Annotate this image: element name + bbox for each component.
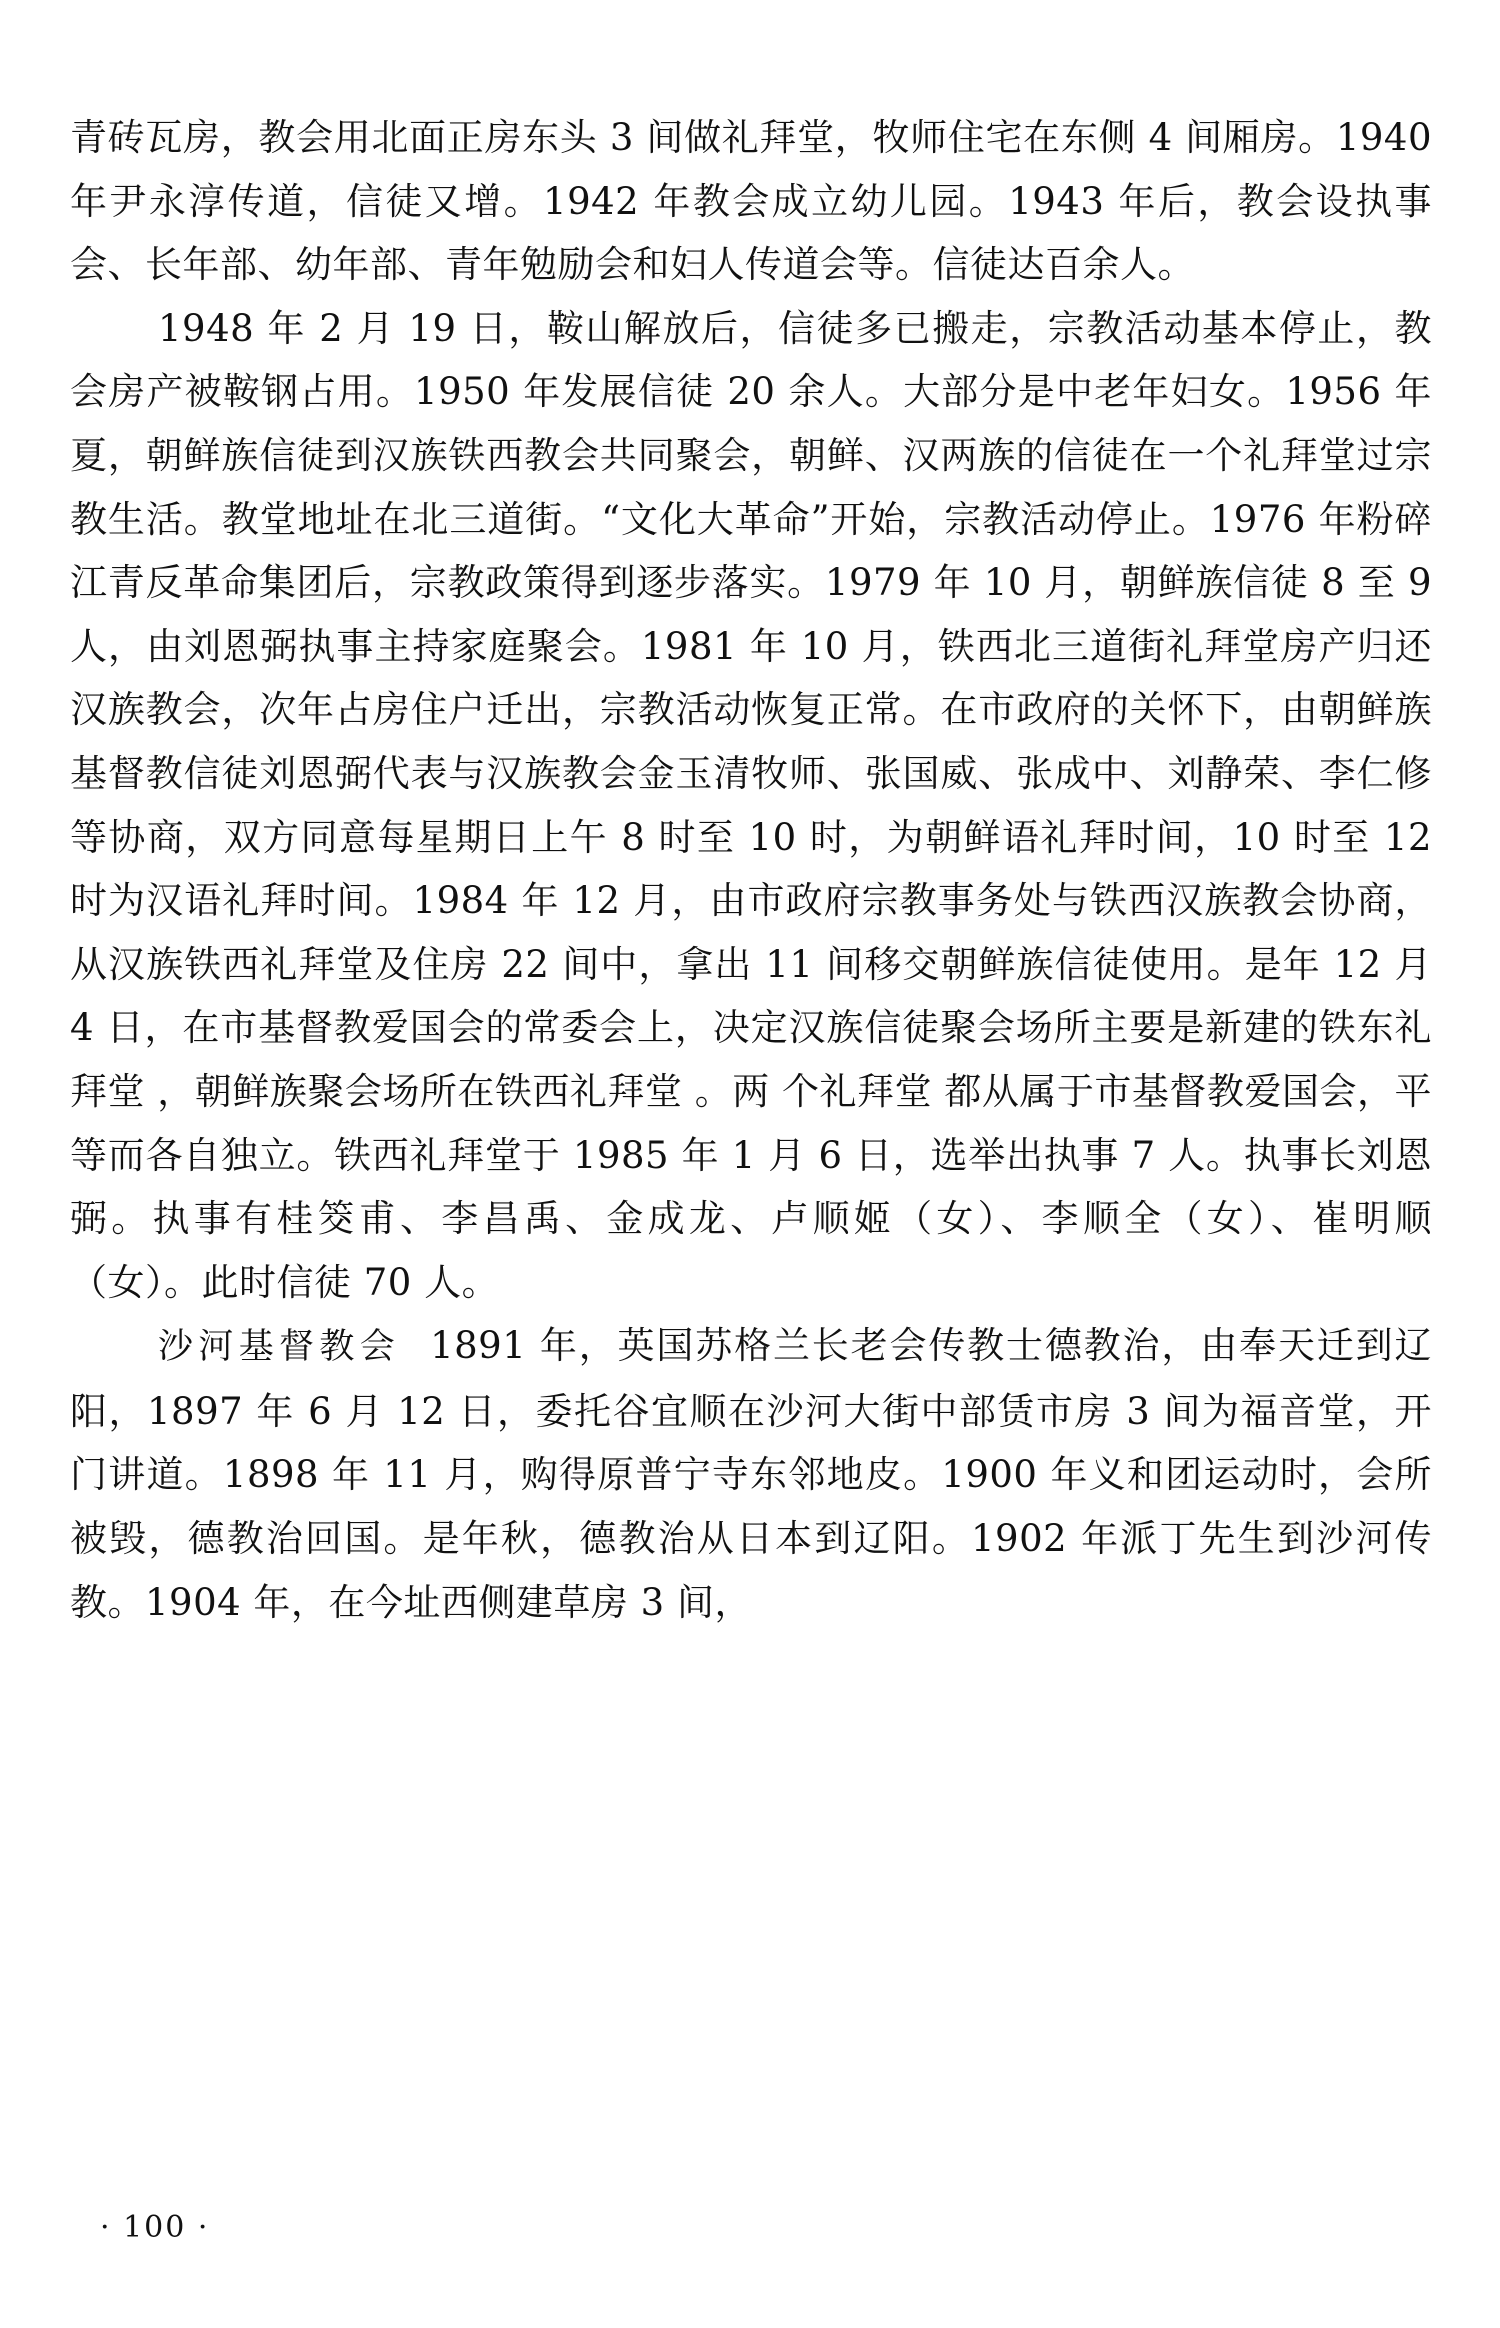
page-number: · 100 · [100, 2210, 210, 2245]
section-heading-shahe-church: 沙河基督教会 [158, 1327, 401, 1368]
paragraph-3-text: 1891 年，英国苏格兰长老会传教士德教治，由奉天迁到辽阳，1897 年 6 月 12 日，委托谷宜顺在沙河大街中部赁市房 3 间为福音堂，开门讲道。1898 年 11 月，购得原普宁寺东邻地皮。1900 年义和团运动时，会所被毁，德教治回国。是年秋，德教治从日本到辽阳。1902 年派丁先生到沙河传教。1904 年，在今址西侧建草房 3 间， [70, 1324, 1432, 1624]
paragraph-2: 1948 年 2 月 19 日，鞍山解放后，信徒多已搬走，宗教活动基本停止，教会房产被鞍钢占用。1950 年发展信徒 20 余人。大部分是中老年妇女。1956 年夏，朝鲜族信徒到汉族铁西教会共同聚会，朝鲜、汉两族的信徒在一个礼拜堂过宗教生活。教堂地址在北三道街。“文化大革命”开始，宗教活动停止。1976 年粉碎江青反革命集团后，宗教政策得到逐步落实。1979 年 10 月，朝鲜族信徒 8 至 9 人，由刘恩弼执事主持家庭聚会。1981 年 10 月，铁西北三道街礼拜堂房产归还汉族教会，次年占房住户迁出，宗教活动恢复正常。在市政府的关怀下，由朝鲜族基督教信徒刘恩弼代表与汉族教会金玉清牧师、张国威、张成中、刘静荣、李仁修等协商，双方同意每星期日上午 8 时至 10 时，为朝鲜语礼拜时间，10 时至 12 时为汉语礼拜时间。1984 年 12 月，由市政府宗教事务处与铁西汉族教会协商，从汉族铁西礼拜堂及住房 22 间中，拿出 11 间移交朝鲜族信徒使用。是年 12 月 4 日，在市基督教爱国会的常委会上，决定汉族信徒聚会场所主要是新建的铁东礼拜堂 ，朝鲜族聚会场所在铁西礼拜堂 。两 个礼拜堂 都从属于市基督教爱国会，平等而各自独立。铁西礼拜堂于 1985 年 1 月 6 日，选举出执事 7 人。执事长刘恩弼。执事有桂筊甫、李昌禹、金成龙、卢顺姬（女）、李顺全（女）、崔明顺（女）。此时信徒 70 人。 [70, 306, 1432, 1304]
paragraph-3 [70, 1314, 1432, 1634]
page-body [70, 106, 1432, 1634]
paragraph-1: 青砖瓦房，教会用北面正房东头 3 间做礼拜堂，牧师住宅在东侧 4 间厢房。1940 年尹永淳传道，信徒又增。1942 年教会成立幼儿园。1943 年后，教会设执事会、长年部、幼年部、青年勉励会和妇人传道会等。信徒达百余人。 [70, 116, 1432, 287]
